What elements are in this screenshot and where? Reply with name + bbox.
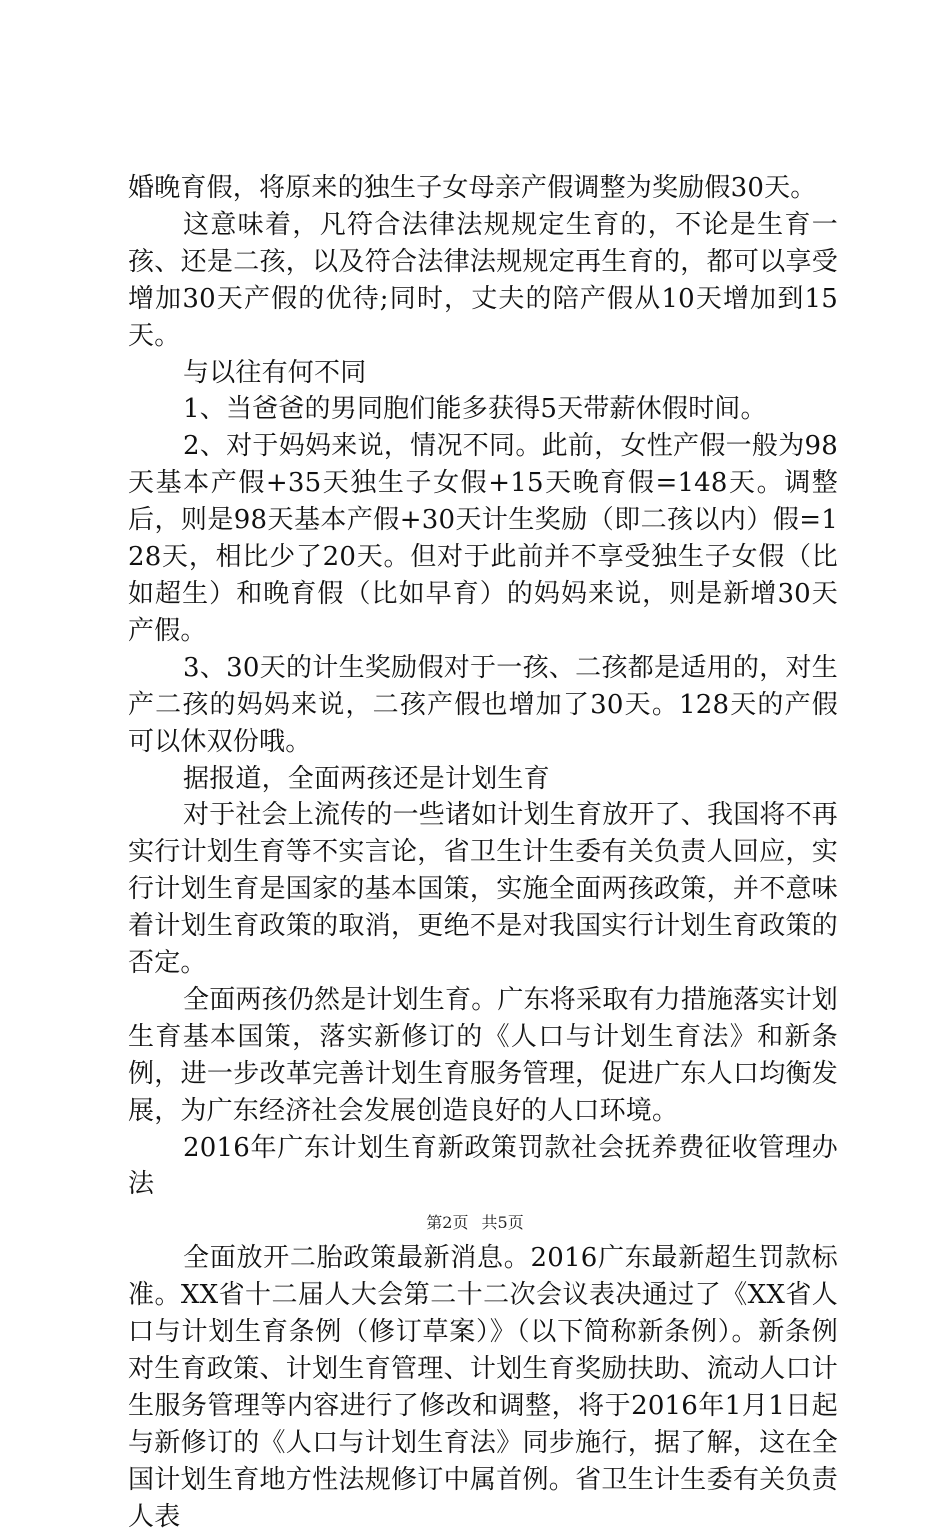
paragraph-2: 这意味着，凡符合法律法规规定生育的，不论是生育一孩、还是二孩，以及符合法律法规规定再生育的，都可以享受增加30天产假的优待;同时，丈夫的陪产假从10天增加到15天。 bbox=[128, 209, 838, 351]
section-heading-fine-rules: 2016年广东计划生育新政策罚款社会抚养费征收管理办法 bbox=[128, 1132, 838, 1200]
page-total: 共5页 bbox=[481, 1213, 524, 1232]
page-footer bbox=[0, 1212, 950, 1234]
document-body bbox=[128, 170, 838, 1536]
paragraph-point-1: 1、当爸爸的男同胞们能多获得5天带薪休假时间。 bbox=[183, 394, 767, 425]
paragraph-latest-news: 全面放开二胎政策最新消息。2016广东最新超生罚款标准。XX省十二届人大会第二十二次会议表决通过了《XX省人口与计划生育条例（修订草案）》（以下简称新条例）。新条例对生育政策、计划生育管理、计划生育奖励扶助、流动人口计生服务管理等内容进行了修改和调整，将于2016年1月1日起与新修订的《人口与计划生育法》同步施行，据了解，这在全国计划生育地方性法规修订中属首例。省卫生计生委有关负责人表 bbox=[128, 1243, 838, 1532]
paragraph-rumor-response: 对于社会上流传的一些诸如计划生育放开了、我国将不再实行计划生育等不实言论，省卫生计生委有关负责人回应，实行计划生育是国家的基本国策，实施全面两孩政策，并不意味着计划生育政策的取消，更绝不是对我国实行计划生育政策的否定。 bbox=[128, 800, 839, 979]
section-heading-report: 据报道，全面两孩还是计划生育 bbox=[183, 763, 550, 794]
page-number: 第2页 bbox=[426, 1213, 469, 1232]
paragraph-point-3: 3、30天的计生奖励假对于一孩、二孩都是适用的，对生产二孩的妈妈来说，二孩产假也增加了30天。128天的产假可以休双份哦。 bbox=[128, 652, 838, 757]
paragraph-1: 婚晚育假，将原来的独生子女母亲产假调整为奖励假30天。 bbox=[128, 173, 817, 203]
section-heading-differences: 与以往有何不同 bbox=[183, 357, 367, 388]
paragraph-two-child-policy: 全面两孩仍然是计划生育。广东将采取有力措施落实计划生育基本国策，落实新修订的《人口与计划生育法》和新条例，进一步改革完善计划生育服务管理，促进广东人口均衡发展，为广东经济社会发展创造良好的人口环境。 bbox=[128, 984, 839, 1126]
paragraph-point-2: 2、对于妈妈来说，情况不同。此前，女性产假一般为98天基本产假+35天独生子女假+15天晚育假=148天。调整后，则是98天基本产假+30天计生奖励（即二孩以内）假=128天，相比少了20天。但对于此前并不享受独生子女假（比如超生）和晚育假（比如早育）的妈妈来说，则是新增30天产假。 bbox=[128, 431, 838, 646]
